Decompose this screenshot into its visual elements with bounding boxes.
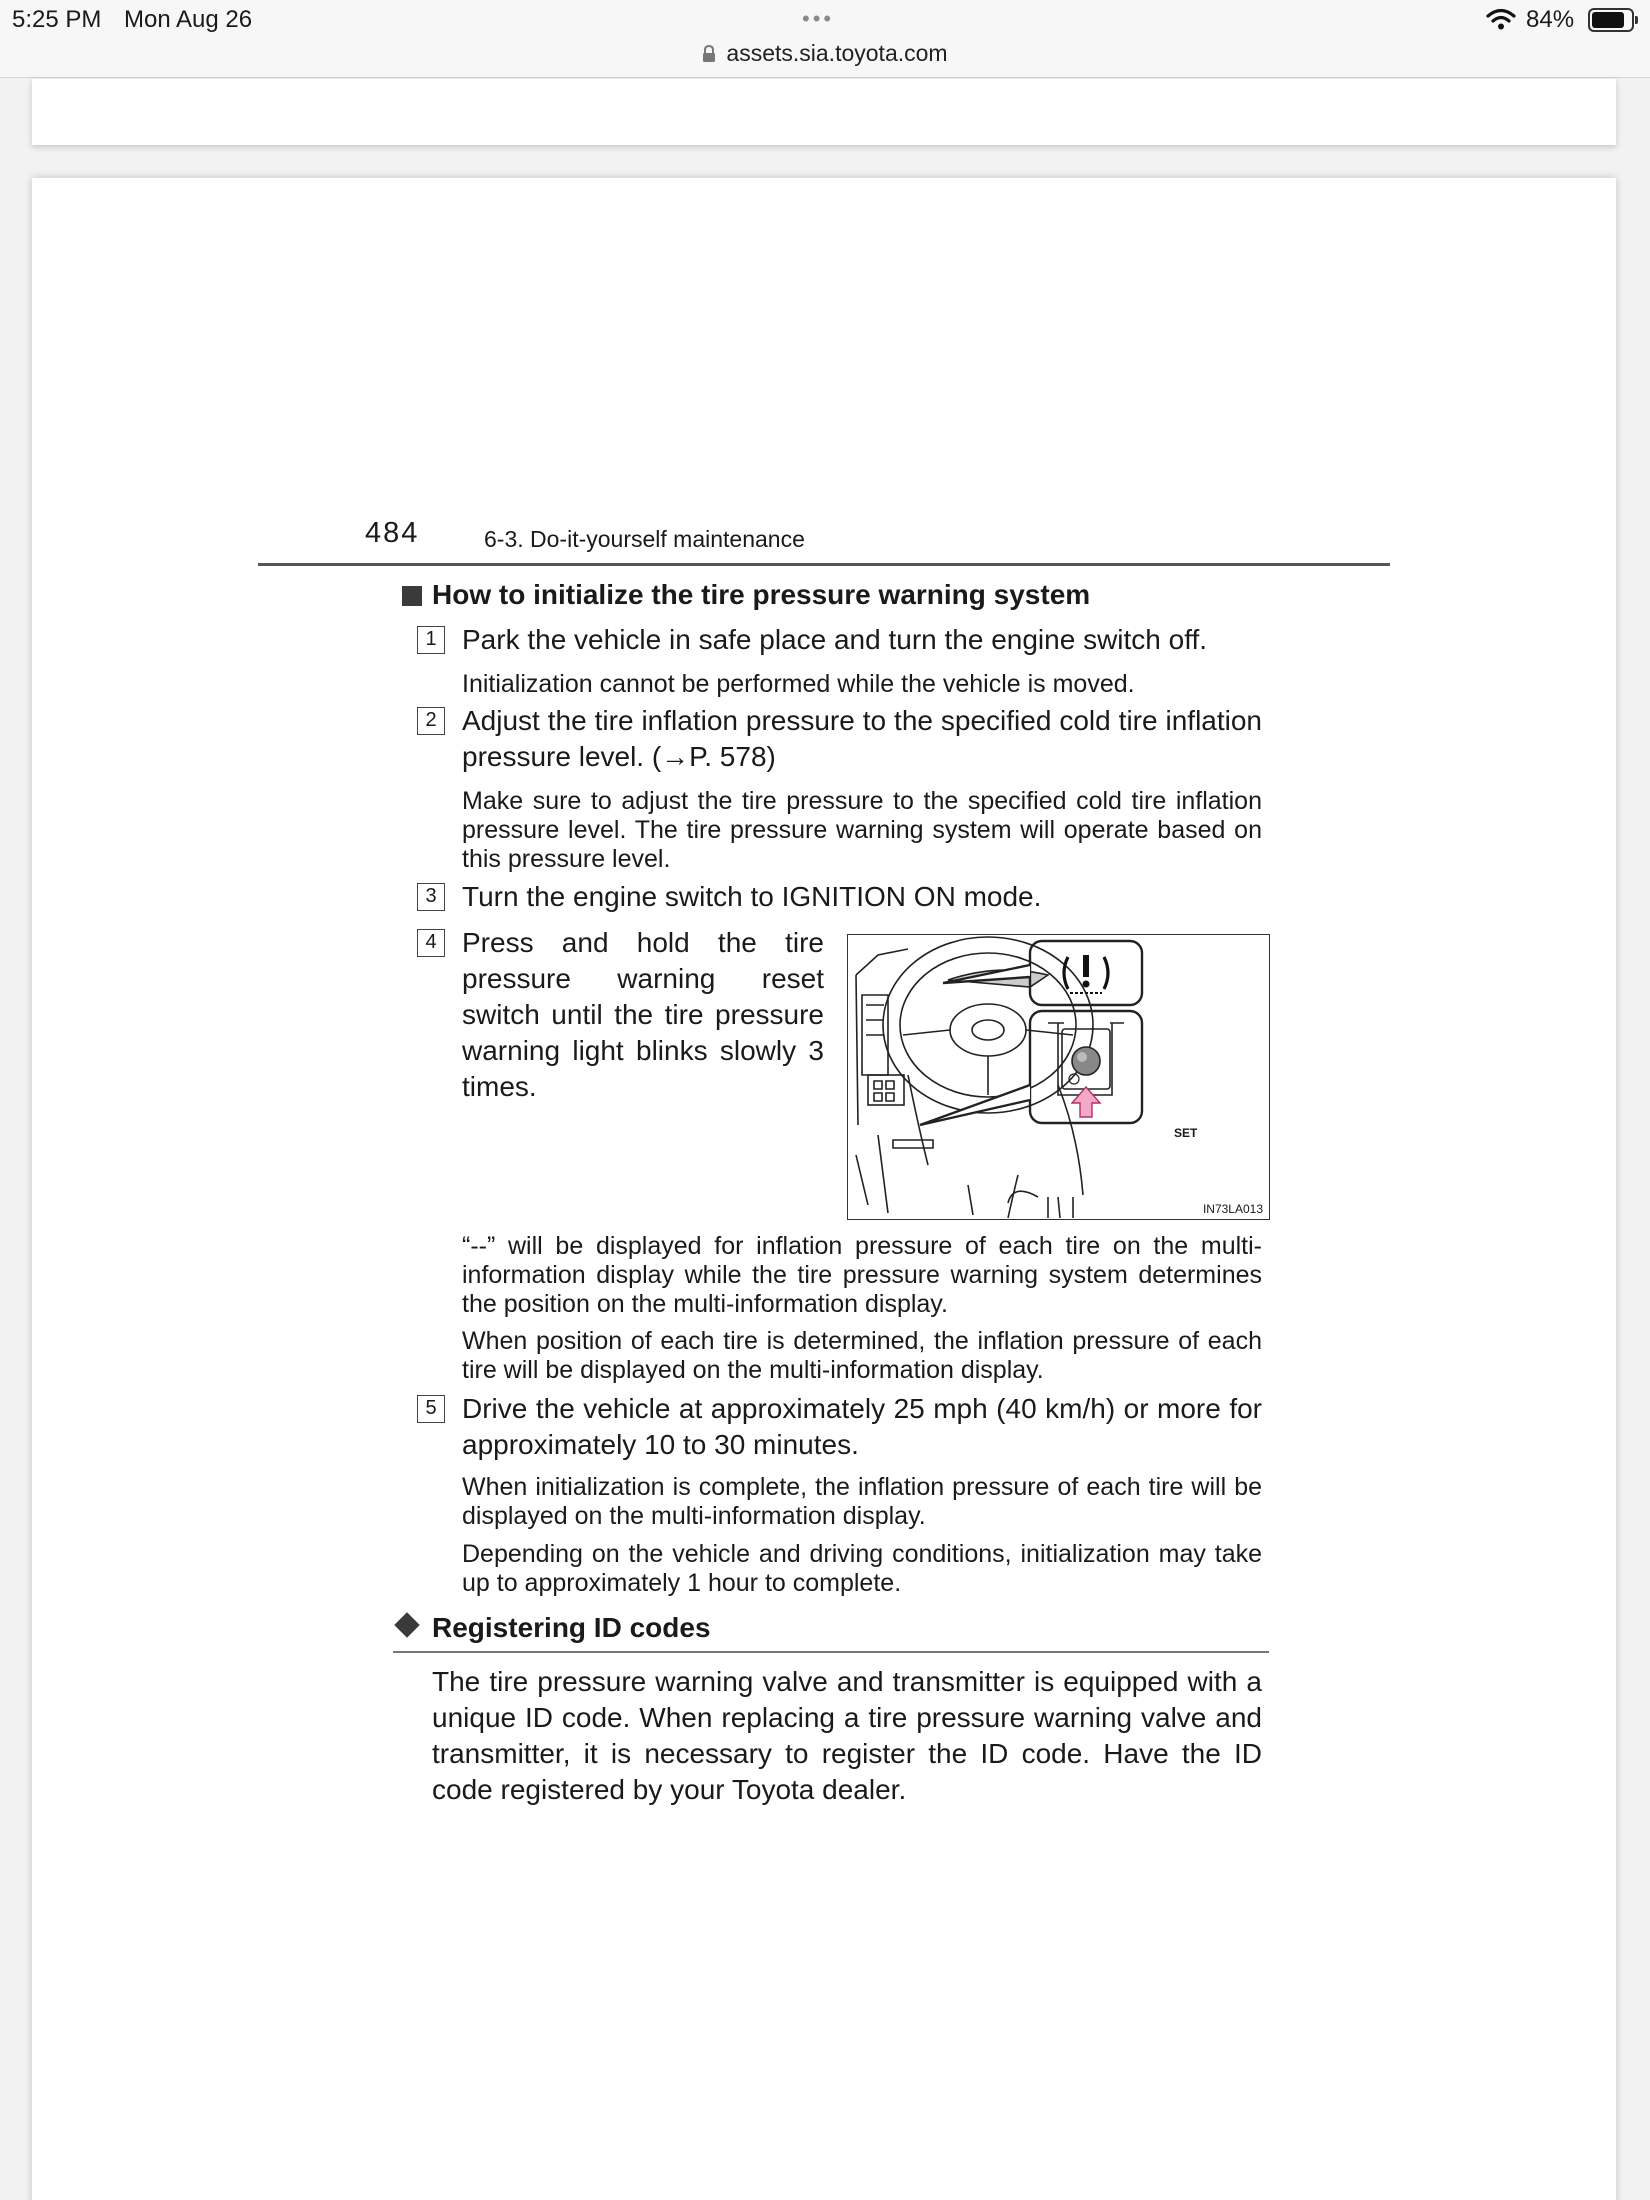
step-number-1: 1 xyxy=(417,626,445,654)
wifi-icon xyxy=(1486,8,1516,30)
step-4-text: Press and hold the tire pressure warning reset switch until the tire pressure warning light blinks slowly 3 times. xyxy=(462,927,824,1102)
step-4-note-2: When position of each tire is determined, the inflation pressure of each tire will be displayed on the multi-information display. xyxy=(462,1327,1262,1384)
step-1-text: Park the vehicle in safe place and turn the engine switch off. xyxy=(462,624,1208,655)
step-1-note: Initialization cannot be performed while the vehicle is moved. xyxy=(462,670,1135,698)
registering-title: Registering ID codes xyxy=(432,1612,711,1643)
page-number: 484 xyxy=(365,517,420,549)
status-bar xyxy=(0,0,1650,78)
pdf-page xyxy=(32,178,1616,2200)
registering-rule xyxy=(393,1651,1269,1653)
address-bar[interactable] xyxy=(0,40,1650,67)
battery-fill xyxy=(1592,12,1624,28)
multitasking-dots-icon[interactable]: ••• xyxy=(802,6,835,31)
step-3-text: Turn the engine switch to IGNITION ON mode. xyxy=(462,881,1042,912)
step-2-note: Make sure to adjust the tire pressure to the specified cold tire inflation pressure level. The tire pressure warning system will operate based on this pressure level. xyxy=(462,787,1262,873)
status-date: Mon Aug 26 xyxy=(124,6,253,33)
tpms-warning-icon xyxy=(1064,955,1108,993)
reset-switch-illustration xyxy=(847,934,1270,1220)
step-number-3: 3 xyxy=(417,883,445,911)
lock-icon xyxy=(702,45,716,63)
section-title: 6-3. Do-it-yourself maintenance xyxy=(484,526,805,552)
status-time: 5:25 PM xyxy=(12,6,102,33)
step-5-note-1: When initialization is complete, the inflation pressure of each tire will be displayed on the multi-information display. xyxy=(462,1473,1262,1530)
square-bullet-icon xyxy=(402,586,422,606)
step-number-5: 5 xyxy=(417,1395,445,1423)
registering-body: The tire pressure warning valve and transmitter is equipped with a unique ID code. When replacing a tire pressure warning valve and transmitter, it is necessary to register the ID code. Have the ID code registered by your Toyota dealer. xyxy=(432,1666,1262,1805)
dashboard-drawing xyxy=(848,935,1268,1218)
header-rule xyxy=(258,563,1390,566)
step-number-2: 2 xyxy=(417,707,445,735)
battery-cap xyxy=(1635,16,1638,24)
page-heading: How to initialize the tire pressure warning system xyxy=(432,579,1091,610)
step-5-note-2: Depending on the vehicle and driving conditions, initialization may take up to approximately 1 hour to complete. xyxy=(462,1540,1262,1597)
step-4-note-1: “--” will be displayed for inflation pressure of each tire on the multi-information display while the tire pressure warning system determines the position on the multi-information display. xyxy=(462,1232,1262,1318)
set-label: SET xyxy=(1174,1126,1198,1140)
step-5-text: Drive the vehicle at approximately 25 mph (40 km/h) or more for approximately 10 to 30 minutes. xyxy=(462,1393,1262,1460)
battery-icon xyxy=(1588,8,1634,32)
step-number-4: 4 xyxy=(417,929,445,957)
step-2-text: Adjust the tire inflation pressure to the specified cold tire inflation pressure level. (→P. 578) xyxy=(462,705,1262,772)
url-text: assets.sia.toyota.com xyxy=(726,40,948,66)
previous-page xyxy=(32,79,1616,145)
battery-percent: 84% xyxy=(1526,6,1575,33)
figure-code: IN73LA013 xyxy=(1202,1202,1263,1216)
